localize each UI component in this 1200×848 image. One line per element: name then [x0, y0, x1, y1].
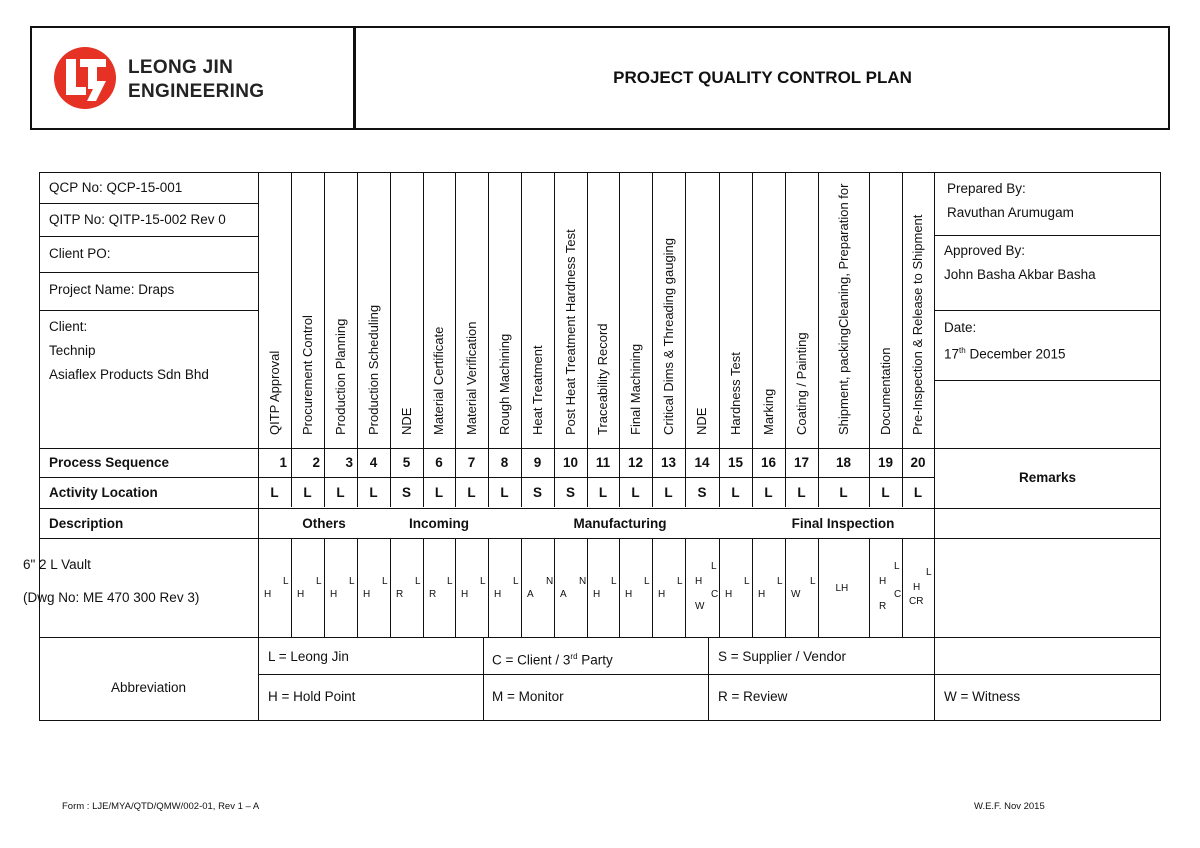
abbr-review: R = Review — [718, 689, 788, 704]
table-border-right — [1160, 172, 1161, 721]
sequence-number: 3 — [345, 455, 353, 470]
activity-header-cell — [869, 172, 902, 434]
inspection-code-extra: R — [879, 601, 887, 612]
client-line2: Asiaflex Products Sdn Bhd — [49, 367, 209, 382]
abbr-divider — [708, 637, 709, 720]
inspection-code-lower: A — [527, 589, 534, 600]
process-sequence-label: Process Sequence — [49, 455, 170, 470]
activity-location: L — [434, 485, 444, 500]
item-column-divider — [455, 538, 456, 638]
inspection-code-upper: L — [894, 561, 900, 572]
activity-location: L — [839, 485, 848, 500]
item-column-divider — [652, 538, 653, 638]
item-column-divider — [554, 538, 555, 638]
description-label: Description — [49, 516, 124, 531]
activity-location: S — [532, 485, 542, 500]
activity-header-label: Heat Treatment — [529, 345, 545, 435]
item-column-divider — [324, 538, 325, 638]
approvals-row-line — [934, 235, 1161, 236]
inspection-code-lower: R — [396, 589, 404, 600]
table-border-left — [39, 172, 40, 721]
date-rest: December 2015 — [965, 346, 1066, 362]
group-final-inspection: Final Inspection — [791, 516, 895, 531]
activity-location: L — [731, 485, 740, 500]
inspection-code-lower: H — [758, 589, 766, 600]
activity-header-cell — [554, 172, 587, 434]
inspection-code-upper: L — [480, 576, 486, 587]
inspection-code-upper: L — [926, 567, 932, 578]
item-drawing: (Dwg No: ME 470 300 Rev 3) — [23, 590, 200, 605]
approved-by-name: John Basha Akbar Basha — [944, 267, 1096, 282]
inspection-code-upper: L — [316, 576, 322, 587]
activity-header-label: NDE — [694, 407, 709, 435]
sequence-number: 13 — [660, 455, 677, 470]
group-incoming: Incoming — [409, 516, 469, 531]
project-name: Project Name: Draps — [49, 282, 175, 297]
sequence-number: 11 — [595, 455, 611, 470]
sequence-number: 18 — [835, 455, 852, 470]
inspection-code-lower: W — [791, 589, 801, 600]
client-po: Client PO: — [49, 246, 111, 261]
inspection-code-upper: L — [810, 576, 816, 587]
activity-header-cell — [818, 172, 869, 434]
inspection-code-lower: H — [363, 589, 371, 600]
activity-header-cell — [785, 172, 818, 434]
inspection-code-upper: L — [447, 576, 453, 587]
activity-location: L — [631, 485, 640, 500]
inspection-code-upper: L — [777, 576, 783, 587]
form-number: Form : LJE/MYA/QTD/QMW/002-01, Rev 1 – A — [62, 801, 260, 812]
inspection-code-lower: LH — [835, 583, 849, 594]
inspection-code-upper: N — [579, 576, 587, 587]
inspection-code-upper: L — [283, 576, 289, 587]
item-column-divider — [390, 538, 391, 638]
activity-location: L — [336, 485, 345, 500]
row-line-abbreviation — [39, 637, 1161, 638]
info-row-line — [39, 203, 258, 204]
row-line-item — [39, 538, 1161, 539]
sequence-number: 16 — [760, 455, 777, 470]
activity-header-label: Material Certificate — [431, 326, 446, 435]
prepared-by-label: Prepared By: — [947, 181, 1026, 196]
activity-header-label: Marking — [760, 388, 776, 435]
item-column-divider — [752, 538, 753, 638]
group-others: Others — [302, 516, 346, 531]
activity-header-label: Production Planning — [332, 318, 348, 435]
company-name-line2: ENGINEERING — [128, 81, 265, 102]
inspection-code-client: C — [711, 589, 719, 600]
sequence-number: 2 — [312, 455, 320, 470]
activity-header-cell — [324, 172, 357, 434]
inspection-code-extra: CR — [909, 596, 924, 607]
inspection-code-extra: W — [695, 601, 705, 612]
row-line-activity-location — [39, 477, 935, 478]
sequence-number: 4 — [369, 455, 378, 470]
wef-date: W.E.F. Nov 2015 — [974, 801, 1045, 812]
date-label: Date: — [944, 320, 977, 335]
activity-header-cell — [258, 172, 291, 434]
info-row-line — [39, 310, 258, 311]
sequence-number: 10 — [562, 455, 579, 470]
inspection-code-lower: H — [695, 576, 703, 587]
sequence-number: 14 — [694, 455, 710, 470]
activity-location: S — [401, 485, 411, 500]
abbr-witness: W = Witness — [944, 689, 1021, 704]
info-row-line — [39, 272, 258, 273]
activity-header-label: Post Heat Treatment Hardness Test — [562, 229, 578, 435]
date-value — [944, 343, 1066, 363]
activity-location-label: Activity Location — [49, 485, 158, 500]
inspection-code-upper: N — [546, 576, 554, 587]
approvals-column-divider — [934, 172, 935, 638]
activity-header-label: Production Scheduling — [365, 304, 381, 435]
activity-header-label: Critical Dims & Threading gauging — [660, 237, 676, 435]
prepared-by-name: Ravuthan Arumugam — [947, 205, 1074, 220]
abbr-supplier: S = Supplier / Vendor — [718, 649, 846, 664]
activity-location: L — [369, 485, 378, 500]
sequence-number: 15 — [727, 455, 744, 470]
inspection-code-lower: H — [593, 589, 601, 600]
activity-location: L — [797, 485, 806, 500]
inspection-code-lower: R — [429, 589, 437, 600]
remarks-label: Remarks — [1018, 470, 1077, 485]
row-line-description — [39, 508, 1161, 509]
item-column-divider — [587, 538, 588, 638]
abbr-divider — [934, 637, 935, 720]
activity-location: L — [303, 485, 312, 500]
inspection-code-upper: L — [382, 576, 388, 587]
item-column-divider — [423, 538, 424, 638]
inspection-code-client: C — [894, 589, 902, 600]
activity-header-cell — [652, 172, 685, 434]
item-column-divider — [488, 538, 489, 638]
activity-location: L — [270, 485, 279, 500]
activity-header-cell — [357, 172, 390, 434]
sequence-number: 17 — [793, 455, 810, 470]
info-row-line — [39, 236, 258, 237]
sequence-number: 6 — [435, 455, 443, 470]
activity-header-cell — [619, 172, 652, 434]
abbreviation-label: Abbreviation — [110, 680, 187, 695]
abbr-hold-point: H = Hold Point — [268, 689, 356, 704]
activity-header-cell — [587, 172, 619, 434]
abbr-client-sup: rd — [570, 652, 578, 661]
inspection-code-lower: H — [264, 589, 272, 600]
item-column-divider — [685, 538, 686, 638]
activity-header-label: Procurement Control — [299, 315, 315, 435]
abbr-leong-jin: L = Leong Jin — [268, 649, 349, 664]
activity-header-label: Final Machining — [627, 343, 643, 435]
sequence-number: 1 — [279, 455, 287, 470]
activity-header-label: QITP Approval — [266, 350, 282, 435]
abbr-client-post: Party — [577, 652, 613, 668]
activity-header-cell — [291, 172, 324, 434]
activity-header-label: Shipment, packingCleaning, Preparation for — [835, 183, 851, 435]
item-name: 6" 2 L Vault — [23, 557, 91, 572]
sequence-number: 20 — [910, 455, 926, 470]
inspection-code-upper: L — [644, 576, 650, 587]
sequence-number: 9 — [533, 455, 542, 470]
approvals-row-line — [934, 310, 1161, 311]
qcp-number: QCP No: QCP-15-001 — [49, 180, 183, 195]
sequence-number: 7 — [467, 455, 476, 470]
document-title: PROJECT QUALITY CONTROL PLAN — [613, 68, 912, 87]
item-column-divider — [818, 538, 819, 638]
inspection-code-upper: L — [513, 576, 519, 587]
item-column-divider — [719, 538, 720, 638]
activity-header-cell — [902, 172, 934, 434]
activity-header-cell — [521, 172, 554, 434]
inspection-code-lower: H — [913, 582, 921, 593]
company-logo-icon — [52, 45, 122, 111]
qitp-number: QITP No: QITP-15-002 Rev 0 — [49, 212, 226, 227]
inspection-code-upper: L — [744, 576, 750, 587]
approvals-row-line — [934, 380, 1161, 381]
activity-location: L — [598, 485, 608, 500]
item-column-divider — [785, 538, 786, 638]
activity-header-label: Material Verification — [463, 321, 479, 435]
sequence-number: 8 — [500, 455, 509, 470]
item-column-divider — [869, 538, 870, 638]
abbr-client — [492, 649, 613, 669]
inspection-code-lower: H — [725, 589, 733, 600]
inspection-code-upper: L — [415, 576, 421, 587]
activity-header-cell — [390, 172, 423, 434]
activity-header-label: Rough Machining — [496, 333, 512, 435]
client-label: Client: — [49, 319, 88, 334]
sequence-number: 12 — [627, 455, 644, 470]
table-border-bottom — [39, 720, 1161, 721]
activity-location: L — [467, 485, 476, 500]
item-column-divider — [619, 538, 620, 638]
inspection-code-upper: L — [711, 561, 717, 572]
activity-location: L — [764, 485, 773, 500]
sequence-number: 5 — [402, 455, 411, 470]
activity-location: L — [913, 485, 923, 500]
activity-header-cell — [752, 172, 785, 434]
inspection-code-upper: L — [349, 576, 355, 587]
abbr-monitor: M = Monitor — [492, 689, 564, 704]
company-name-line1: LEONG JIN — [128, 57, 234, 78]
activity-header-cell — [685, 172, 719, 434]
activity-header-label: Pre-Inspection & Release to Shipment — [910, 214, 925, 435]
item-column-divider — [291, 538, 292, 638]
row-line-abbreviation-mid — [258, 674, 1161, 675]
activity-location: L — [881, 485, 890, 500]
item-column-divider — [521, 538, 522, 638]
inspection-code-lower: H — [625, 589, 633, 600]
sequence-number: 19 — [877, 455, 894, 470]
approved-by-label: Approved By: — [944, 243, 1026, 258]
activity-header-label: Documentation — [877, 347, 893, 435]
activity-location: L — [500, 485, 509, 500]
row-line-process-sequence — [39, 448, 1161, 449]
activity-header-label: Coating / Painting — [793, 332, 809, 435]
inspection-code-lower: A — [560, 589, 567, 600]
activity-location: S — [565, 485, 575, 500]
inspection-code-lower: H — [879, 576, 887, 587]
activity-location: L — [664, 485, 673, 500]
group-manufacturing: Manufacturing — [573, 516, 667, 531]
inspection-code-upper: L — [611, 576, 617, 587]
inspection-code-lower: H — [297, 589, 305, 600]
item-column-divider — [357, 538, 358, 638]
date-suffix: th — [959, 346, 966, 355]
activity-header-cell — [719, 172, 752, 434]
activity-header-label: NDE — [398, 407, 414, 435]
inspection-code-upper: L — [677, 576, 683, 587]
activity-header-label: Traceability Record — [595, 323, 610, 435]
activity-header-label: Hardness Test — [727, 352, 743, 435]
inspection-code-lower: H — [330, 589, 338, 600]
inspection-code-lower: H — [461, 589, 469, 600]
activity-header-cell — [455, 172, 488, 434]
company-name — [128, 56, 264, 104]
abbr-client-pre: C = Client / 3 — [492, 652, 571, 668]
item-column-divider — [902, 538, 903, 638]
date-day: 17 — [944, 346, 960, 362]
client-line1: Technip — [49, 343, 96, 358]
activity-header-cell — [423, 172, 455, 434]
inspection-code-lower: H — [658, 589, 666, 600]
activity-location: S — [697, 485, 707, 500]
activity-header-cell — [488, 172, 521, 434]
inspection-code-lower: H — [494, 589, 502, 600]
abbr-divider — [483, 637, 484, 720]
